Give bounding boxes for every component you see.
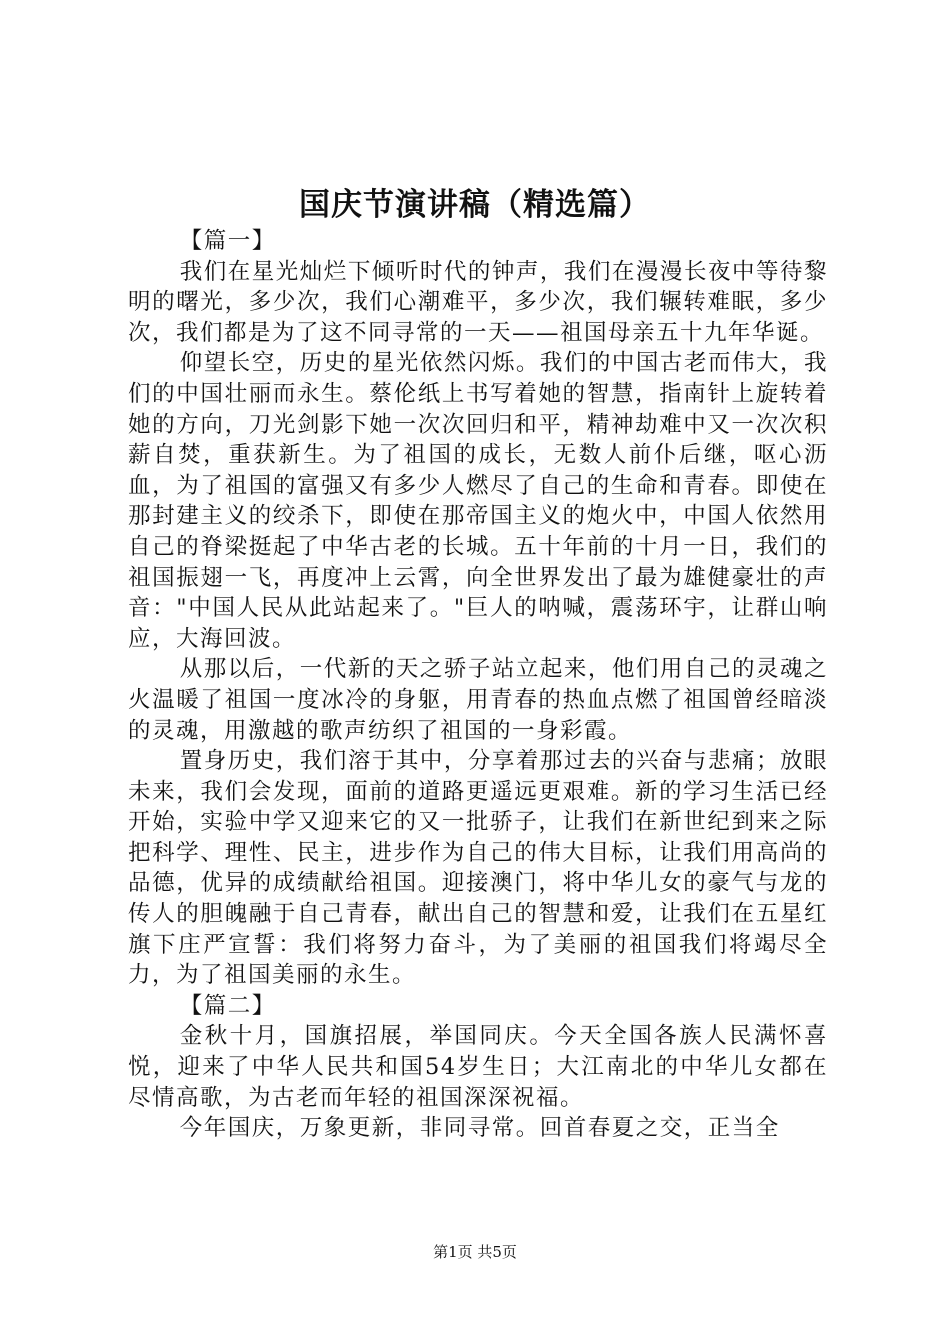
paragraph: 我们在星光灿烂下倾听时代的钟声，我们在漫漫长夜中等待黎明的曙光，多少次，我们心潮难平，多少次，我们辗转难眠，多少次，我们都是为了这不同寻常的一天——祖国母亲五十九年华诞。 — [128, 258, 828, 346]
page-footer: 第1页 共5页 — [433, 1243, 517, 1261]
paragraph: 仰望长空，历史的星光依然闪烁。我们的中国古老而伟大，我们的中国壮丽而永生。蔡伦纸上书写着她的智慧，指南针上旋转着她的方向，刀光剑影下她一次次回归和平，精神劫难中又一次次积薪自焚，重获新生。为了祖国的成长，无数人前仆后继，呕心沥血，为了祖国的富强又有多少人燃尽了自己的生命和青春。即使在那封建主义的绞杀下，即使在那帝国主义的炮火中，中国人依然用自己的脊梁挺起了中华古老的长城。五十年前的十月一日，我们的祖国振翅一飞，再度冲上云霄，向全世界发出了最为雄健豪壮的声音："中国人民从此站起来了。"巨人的呐喊，震荡环宇，让群山响应，大海回波。 — [128, 350, 828, 652]
section-heading-1: 【篇一】 — [179, 228, 276, 254]
document-body — [128, 226, 828, 1144]
document-title: 国庆节演讲稿（精选篇） — [299, 187, 651, 223]
section-heading-2: 【篇二】 — [179, 992, 276, 1019]
paragraph: 置身历史，我们溶于其中，分享着那过去的兴奋与悲痛；放眼未来，我们会发现，面前的道路更遥远更艰难。新的学习生活已经开始，实验中学又迎来它的又一批骄子，让我们在新世纪到来之际把科学、理性、民主，进步作为自己的伟大目标，让我们用高尚的品德，优异的成绩献给祖国。迎接澳门，将中华儿女的豪气与龙的传人的胆魄融于自己青春，献出自己的智慧和爱，让我们在五星红旗下庄严宣誓：我们将努力奋斗，为了美丽的祖国我们将竭尽全力，为了祖国美丽的永生。 — [128, 748, 828, 989]
paragraph: 从那以后，一代新的天之骄子站立起来，他们用自己的灵魂之火温暖了祖国一度冰冷的身躯，用青春的热血点燃了祖国曾经暗淡的灵魂，用激越的歌声纺织了祖国的一身彩霞。 — [128, 656, 828, 744]
paragraph: 今年国庆，万象更新，非同寻常。回首春夏之交，正当全 — [179, 1115, 780, 1142]
paragraph: 金秋十月，国旗招展，举国同庆。今天全国各族人民满怀喜悦，迎来了中华人民共和国54岁生日；大江南北的中华儿女都在尽情高歌，为古老而年轻的祖国深深祝福。 — [128, 1023, 828, 1111]
